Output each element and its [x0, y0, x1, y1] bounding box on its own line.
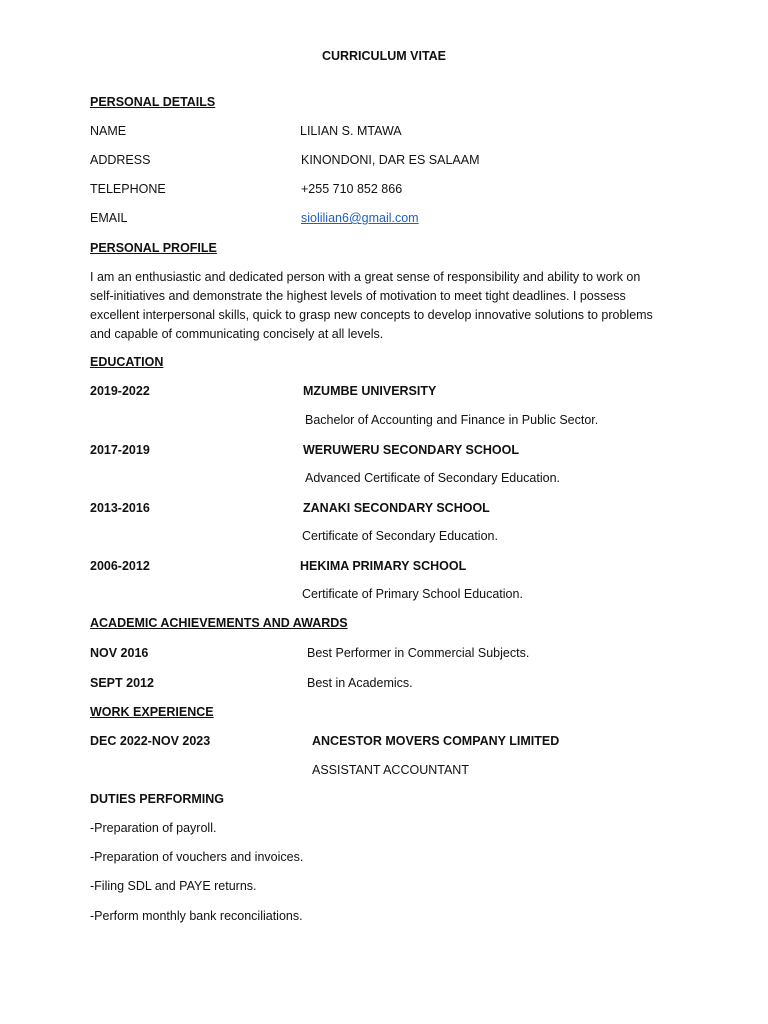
name-value: LILIAN S. MTAWA: [300, 124, 402, 138]
education-years: 2006-2012: [90, 559, 150, 573]
telephone-label: TELEPHONE: [90, 182, 166, 196]
telephone-value: +255 710 852 866: [301, 182, 403, 196]
achievement-text: Best Performer in Commercial Subjects.: [307, 646, 530, 660]
profile-line: self-initiatives and demonstrate the highest levels of motivation to meet tight deadlines. I possess: [90, 289, 626, 303]
work-company: ANCESTOR MOVERS COMPANY LIMITED: [312, 734, 560, 748]
profile-line: I am an enthusiastic and dedicated person with a great sense of responsibility and ability to work on: [90, 270, 641, 284]
education-award: Certificate of Primary School Education.: [302, 587, 523, 601]
duties-heading: DUTIES PERFORMING: [90, 792, 225, 806]
personal-details-heading: PERSONAL DETAILS: [90, 95, 216, 109]
education-award: Advanced Certificate of Secondary Education.: [305, 471, 561, 485]
education-school: HEKIMA PRIMARY SCHOOL: [300, 559, 467, 573]
achievement-text: Best in Academics.: [307, 676, 413, 690]
profile-line: and capable of communicating concisely at all levels.: [90, 327, 384, 341]
achievements-heading: ACADEMIC ACHIEVEMENTS AND AWARDS: [90, 616, 348, 630]
education-school: MZUMBE UNIVERSITY: [303, 384, 437, 398]
name-label: NAME: [90, 124, 127, 138]
address-value: KINONDONI, DAR ES SALAAM: [301, 153, 480, 167]
duty-item: -Filing SDL and PAYE returns.: [90, 879, 257, 893]
document-title: CURRICULUM VITAE: [321, 49, 447, 63]
profile-line: excellent interpersonal skills, quick to grasp new concepts to develop innovative solutions to problems: [90, 308, 653, 322]
email-link[interactable]: siolilian6@gmail.com: [301, 211, 419, 225]
education-award: Bachelor of Accounting and Finance in Public Sector.: [305, 413, 599, 427]
education-years: 2019-2022: [90, 384, 150, 398]
education-heading: EDUCATION: [90, 355, 164, 369]
achievement-date: NOV 2016: [90, 646, 149, 660]
address-label: ADDRESS: [90, 153, 151, 167]
work-period: DEC 2022-NOV 2023: [90, 734, 211, 748]
personal-profile-heading: PERSONAL PROFILE: [90, 241, 217, 255]
education-years: 2017-2019: [90, 443, 150, 457]
duty-item: -Perform monthly bank reconciliations.: [90, 909, 303, 923]
work-experience-heading: WORK EXPERIENCE: [90, 705, 214, 719]
duty-item: -Preparation of vouchers and invoices.: [90, 850, 304, 864]
profile-paragraph: [90, 268, 678, 344]
education-school: WERUWERU SECONDARY SCHOOL: [303, 443, 519, 457]
work-position: ASSISTANT ACCOUNTANT: [312, 763, 469, 777]
duty-item: -Preparation of payroll.: [90, 821, 217, 835]
education-years: 2013-2016: [90, 501, 150, 515]
education-school: ZANAKI SECONDARY SCHOOL: [303, 501, 490, 515]
email-label: EMAIL: [90, 211, 128, 225]
education-award: Certificate of Secondary Education.: [302, 529, 498, 543]
achievement-date: SEPT 2012: [90, 676, 154, 690]
